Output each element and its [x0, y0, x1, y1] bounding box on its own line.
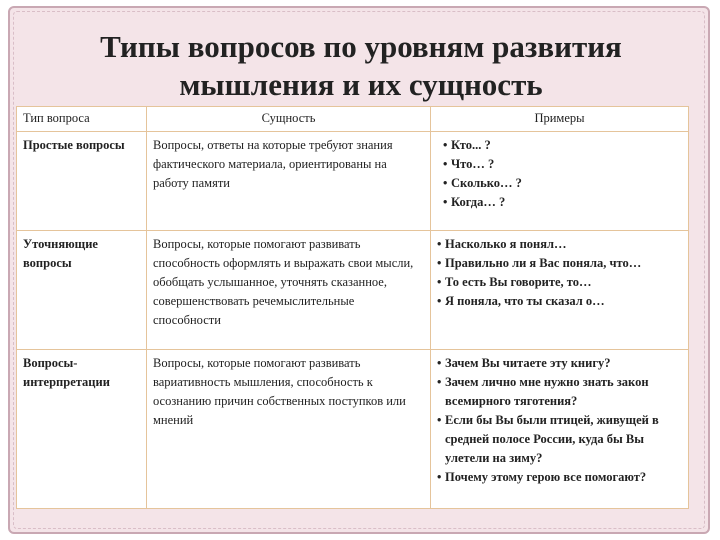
bullet-icon: • — [437, 237, 442, 251]
example-item: • Зачем лично мне нужно знать закон всемирного тяготения? — [437, 375, 649, 408]
cell-examples — [431, 231, 689, 350]
bullet-icon: • — [437, 413, 442, 427]
example-item: • Я поняла, что ты сказал о… — [437, 292, 682, 311]
type-label: Уточняющие вопросы — [23, 237, 98, 270]
example-item: • Что… ? — [443, 155, 682, 174]
type-label: Простые вопросы — [23, 138, 125, 152]
cell-examples — [431, 350, 689, 509]
example-item: • Почему этому герою все помогают? — [437, 468, 682, 487]
bullet-icon: • — [443, 138, 448, 152]
bullet-icon: • — [443, 195, 448, 209]
bullet-icon: • — [443, 157, 448, 171]
bullet-icon: • — [437, 375, 442, 389]
example-item: • То есть Вы говорите, то… — [437, 273, 682, 292]
slide-title — [10, 28, 712, 104]
example-item: • Когда… ? — [443, 193, 682, 212]
example-item: • Правильно ли я Вас поняла, что… — [437, 254, 682, 273]
bullet-icon: • — [437, 275, 442, 289]
header-examples: Примеры — [431, 107, 689, 132]
cell-essence: Вопросы, которые помогают развивать вариативность мышления, способность к осознанию причин собственных поступков или мнений — [147, 350, 431, 509]
table-header-row — [17, 107, 689, 132]
cell-essence: Вопросы, ответы на которые требуют знания фактического материала, ориентированы на работу памяти — [147, 132, 431, 231]
cell-essence: Вопросы, которые помогают развивать способность оформлять и выражать свои мысли, обобщать услышанное, уточнять сказанное, совершенствовать речемыслительные способности — [147, 231, 431, 350]
example-item: • Зачем Вы читаете эту книгу? — [437, 354, 682, 373]
example-item: • Сколько… ? — [443, 174, 682, 193]
table-row — [17, 350, 689, 509]
cell-type — [17, 132, 147, 231]
bullet-icon: • — [437, 356, 442, 370]
bullet-icon: • — [437, 470, 442, 484]
question-types-table — [16, 106, 689, 509]
cell-examples — [431, 132, 689, 231]
header-essence: Сущность — [147, 107, 431, 132]
header-type: Тип вопроса — [17, 107, 147, 132]
type-label: Вопросы-интерпретации — [23, 356, 110, 389]
bullet-icon: • — [437, 294, 442, 308]
title-line-1: Типы вопросов по уровням развития — [100, 29, 622, 64]
example-item: • Если бы Вы были птицей, живущей в средней полосе России, куда бы Вы улетели на зиму? — [437, 413, 659, 465]
title-line-2: мышления и их сущность — [179, 67, 543, 102]
cell-type — [17, 350, 147, 509]
example-item: • Кто... ? — [443, 136, 682, 155]
bullet-icon: • — [443, 176, 448, 190]
cell-type — [17, 231, 147, 350]
table-row — [17, 132, 689, 231]
bullet-icon: • — [437, 256, 442, 270]
example-item: • Насколько я понял… — [437, 235, 682, 254]
table-row — [17, 231, 689, 350]
